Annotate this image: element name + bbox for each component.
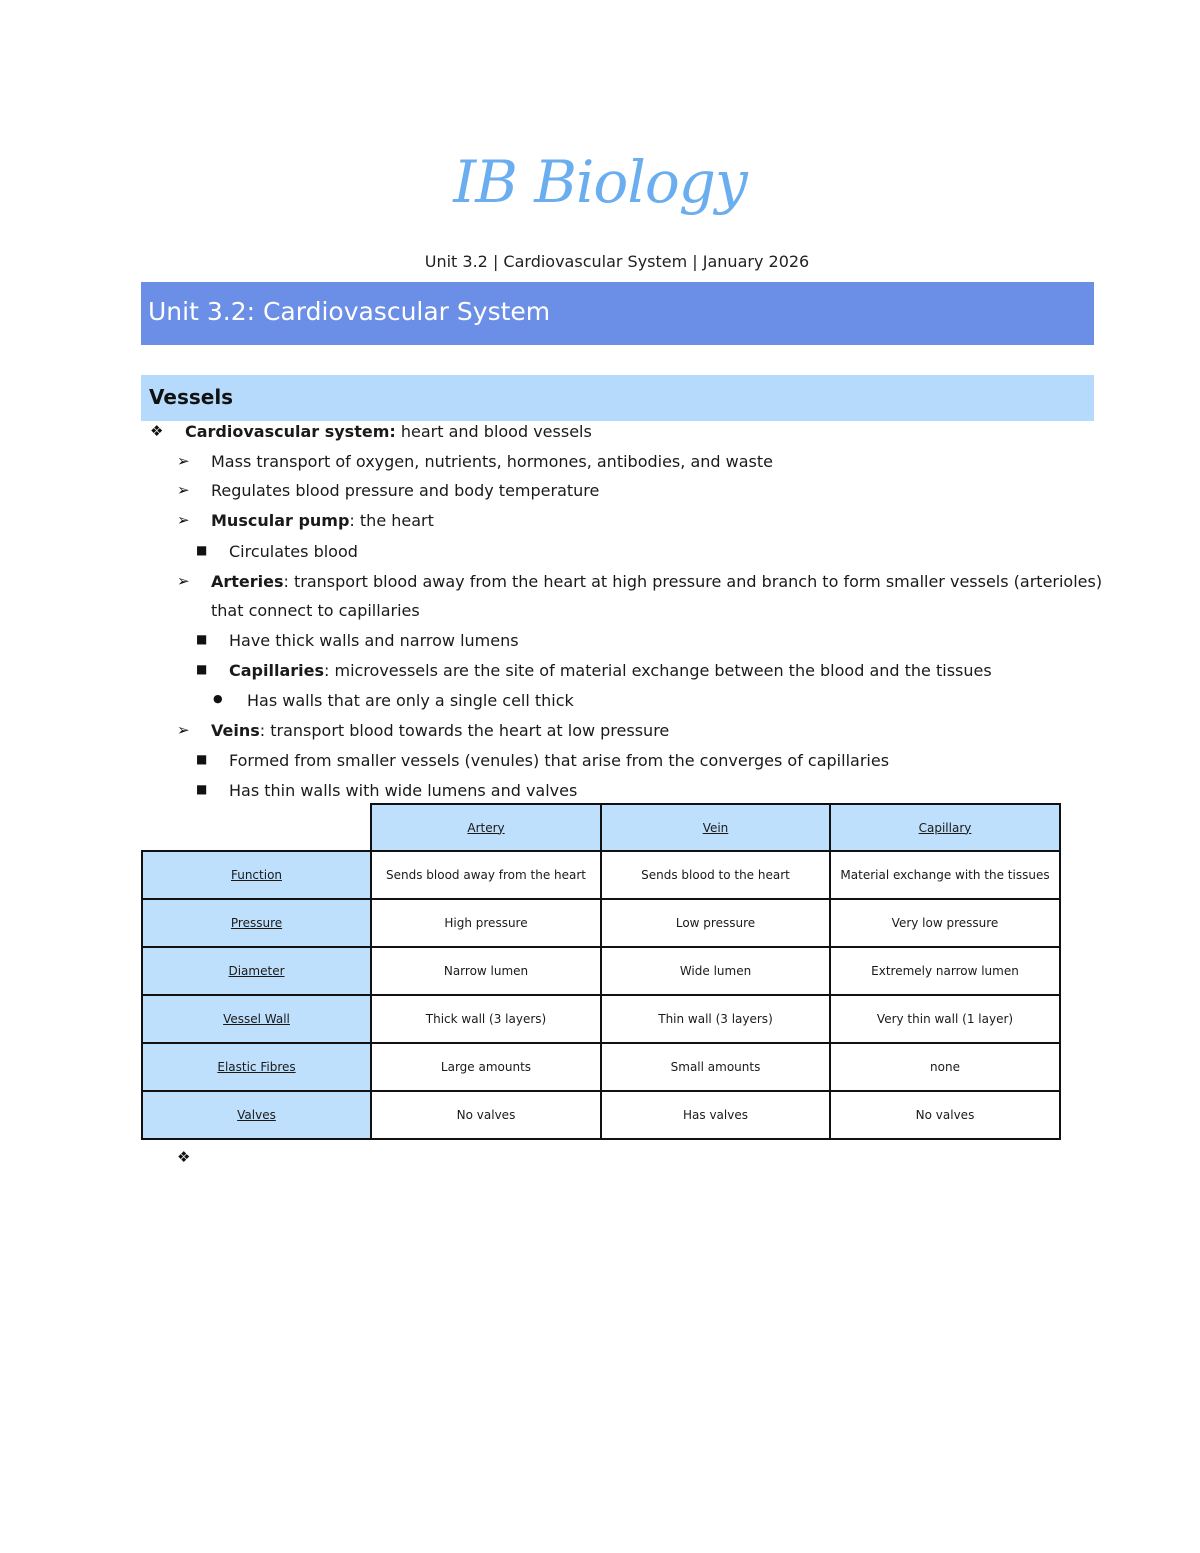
table-row	[142, 899, 1060, 947]
table-cell: Material exchange with the tissues	[830, 851, 1060, 899]
column-header-vein: Vein	[601, 804, 830, 851]
note-term: Cardiovascular system:	[185, 422, 396, 441]
row-header: Diameter	[142, 947, 371, 995]
row-header: Function	[142, 851, 371, 899]
note-line-continued: that connect to capillaries	[211, 601, 420, 620]
table-cell: Extremely narrow lumen	[830, 947, 1060, 995]
square-bullet-icon: ■	[196, 752, 208, 766]
arrow-bullet-icon: ➢	[177, 481, 190, 499]
table-corner-cell	[142, 804, 371, 851]
note-line: Regulates blood pressure and body temperature	[211, 481, 600, 500]
note-text: : transport blood towards the heart at low pressure	[259, 721, 670, 740]
note-line: Formed from smaller vessels (venules) that arise from the converges of capillaries	[229, 751, 890, 770]
note-term: Capillaries	[229, 661, 324, 680]
table-cell: Small amounts	[601, 1043, 830, 1091]
note-line: Has thin walls with wide lumens and valves	[229, 781, 578, 800]
square-bullet-icon: ■	[196, 543, 208, 557]
note-line	[211, 721, 669, 740]
table-cell: Thin wall (3 layers)	[601, 995, 830, 1043]
table-cell: No valves	[371, 1091, 601, 1139]
vessel-comparison-table	[141, 803, 1061, 1140]
note-term: Muscular pump	[211, 511, 350, 530]
row-header: Valves	[142, 1091, 371, 1139]
table-cell: High pressure	[371, 899, 601, 947]
table-cell: Narrow lumen	[371, 947, 601, 995]
note-line	[211, 511, 434, 530]
table-row	[142, 1043, 1060, 1091]
note-term: Arteries	[211, 572, 284, 591]
dot-bullet-icon: ●	[213, 692, 223, 705]
table-cell: Very thin wall (1 layer)	[830, 995, 1060, 1043]
note-term: Veins	[211, 721, 260, 740]
unit-banner: Unit 3.2: Cardiovascular System	[141, 282, 1094, 345]
document-title: IB Biology	[453, 148, 747, 216]
diamond-bullet-icon: ❖	[150, 422, 164, 440]
row-header: Vessel Wall	[142, 995, 371, 1043]
note-line: Has walls that are only a single cell thick	[247, 691, 574, 710]
diamond-bullet-icon: ❖	[177, 1148, 191, 1166]
table-cell: Sends blood away from the heart	[371, 851, 601, 899]
table-cell: Low pressure	[601, 899, 830, 947]
note-text: heart and blood vessels	[395, 422, 592, 441]
table-row	[142, 851, 1060, 899]
note-line	[185, 422, 592, 441]
table-cell: Sends blood to the heart	[601, 851, 830, 899]
note-line	[211, 572, 1102, 591]
table-cell: none	[830, 1043, 1060, 1091]
table-row	[142, 995, 1060, 1043]
table-cell: Thick wall (3 layers)	[371, 995, 601, 1043]
note-text: : microvessels are the site of material exchange between the blood and the tissues	[324, 661, 992, 680]
section-heading-vessels: Vessels	[141, 375, 1094, 421]
arrow-bullet-icon: ➢	[177, 511, 190, 529]
table-row	[142, 947, 1060, 995]
arrow-bullet-icon: ➢	[177, 572, 190, 590]
square-bullet-icon: ■	[196, 782, 208, 796]
table-cell: Has valves	[601, 1091, 830, 1139]
table-header-row	[142, 804, 1060, 851]
document-subheader: Unit 3.2 | Cardiovascular System | January 2026	[424, 252, 810, 271]
note-line: Mass transport of oxygen, nutrients, hormones, antibodies, and waste	[211, 452, 773, 471]
table-row	[142, 1091, 1060, 1139]
note-text: : transport blood away from the heart at high pressure and branch to form smaller vessels (arterioles)	[283, 572, 1103, 591]
table-cell: Large amounts	[371, 1043, 601, 1091]
note-text: : the heart	[349, 511, 434, 530]
arrow-bullet-icon: ➢	[177, 452, 190, 470]
table-cell: No valves	[830, 1091, 1060, 1139]
arrow-bullet-icon: ➢	[177, 721, 190, 739]
square-bullet-icon: ■	[196, 632, 208, 646]
column-header-artery: Artery	[371, 804, 601, 851]
note-line: Circulates blood	[229, 542, 358, 561]
row-header: Pressure	[142, 899, 371, 947]
note-line: Have thick walls and narrow lumens	[229, 631, 519, 650]
table-cell: Wide lumen	[601, 947, 830, 995]
note-line	[229, 661, 992, 680]
column-header-capillary: Capillary	[830, 804, 1060, 851]
row-header: Elastic Fibres	[142, 1043, 371, 1091]
table-cell: Very low pressure	[830, 899, 1060, 947]
square-bullet-icon: ■	[196, 662, 208, 676]
